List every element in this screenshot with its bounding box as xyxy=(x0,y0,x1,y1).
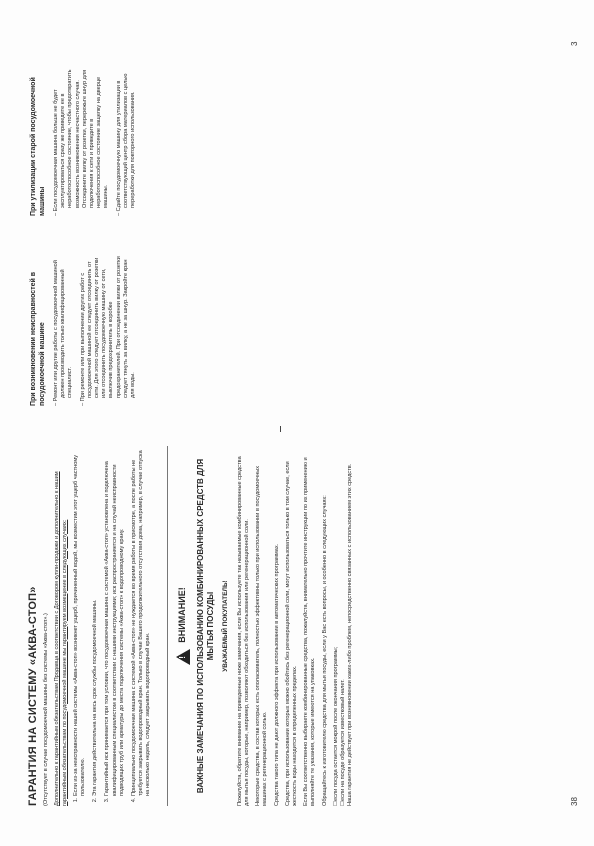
warning-paragraph: Пожалуйста, обратите внимание на приведенные ниже замечания, если Вы используете так называемые комбинированные средства для мытья посуды, которые, например, позволяют обходиться без использования или регенерационной соли. xyxy=(236,456,251,806)
disposal-item: – Если посудомоечная машина больше не будет эксплуатироваться сразу же приведите ее в неработоспособное состояние, чтобы предотвратить возможность возникновения несчастного случая. Отсоедините вилку от розетки, перережьте шнур для подключения к сети и приведите в неработоспособное состояние защелку на дверце машины. xyxy=(53,66,111,216)
warning-paragraph: Средства, при использовании которых можно обойтись без регенерационной соли, могут использоваться только в том случае, если жесткость воды находится в определенных пределах. xyxy=(284,461,299,806)
malfunction-list xyxy=(53,256,137,406)
disposal-title: При утилизации старой посудомоечной машины xyxy=(30,77,46,216)
malfunction-item: – Ремонт или другие работы с посудомоечной машиной должен производить только квалифицированный специалист. xyxy=(53,256,75,406)
malfunction-title: При возникновении неисправностей в посудомоечной машине xyxy=(30,271,46,406)
warning-footer: Наша гарантия не действует при возникновении каких-либо проблем, непосредственно связанных с использованием этих средств. xyxy=(347,463,354,806)
warning-checklist xyxy=(333,446,347,806)
warning-heading: ВНИМАНИЕ! xyxy=(177,587,188,643)
warning-paragraph: Обращайтесь к изготовителю средства для мытья посуды, если у Вас есть вопросы, и особенно в следующих случаях: xyxy=(321,495,328,806)
warning-paragraph: Некоторые средства, в состав которых есть ополаскиватель, полностью эффективны только при использовании в посудомоечных машинах с регенерационной солью. xyxy=(255,465,269,806)
warning-paragraph: Средства такого типа не дают должного эффекта при использовании в автоматических программах. xyxy=(273,543,280,806)
guarantee-list xyxy=(73,446,153,806)
disposal-section xyxy=(30,66,142,216)
malfunction-item: – При ремонте или при выполнении других работ с посудомоечной машиной ее следует отсоединить от сети. Для этого следует отсоединить вилку от розетки или отсоединить посудомоечную машину от сети, выключив предохранитель в коробке предохранителей. При отсоединении вилки от розетки следует тянуть за вилку, а не за шнур. Закройте кран для воды. xyxy=(80,256,138,406)
guarantee-item: 4. Принципиально посудомоечная машина с системой «Аква-стоп» не нуждается во время работы в присмотре, а после работы не требуется закрывать водопроводный кран. Только в случае Вашего продолжительного отсутствия дома, например, в случае отпуска на несколько недель, следует закрывать водопроводный кран. xyxy=(131,446,153,796)
fold-mark xyxy=(280,426,281,432)
guarantee-title: ГАРАНТИЯ НА СИСТЕМУ «АКВА-СТОП» xyxy=(27,586,39,806)
guarantee-subtitle: (Отсутствует в случае посудомоечной машины без системы «Аква-стоп».) xyxy=(43,613,50,806)
warning-triangle-icon: ! xyxy=(176,649,190,665)
page-number-left: 38 xyxy=(570,797,579,806)
warning-paragraph: Если Вы соответственно выбираете комбинированные средства, пожалуйста, внимательно прочтите инструкции по их применению и выполняйте те указания, которые имеются на упаковках. xyxy=(303,457,317,806)
dear-customer: УВАЖАЕМЫЙ ПОКУПАТЕЛЬ! xyxy=(221,580,229,672)
checklist-item: ☐ если посуда остается мокрой после окончания программы; xyxy=(333,446,340,806)
guarantee-item: 2. Эта гарантия действительна на весь срок службы посудомоечной машины. xyxy=(92,446,99,796)
aqua-stop-guarantee-section xyxy=(27,446,358,806)
guarantee-intro: Дополнительно к гарантийным обязательствам Продавца в соответствии с Договором купли-продажи и дополнительно к нашим гарантийным обязательствам по посудомоечной машине мы гарантируем возмещение в следующих случаях: xyxy=(54,471,68,806)
disposal-list xyxy=(53,66,137,216)
guarantee-item: 3. Гарантийный иск принимается при том условии, что посудомоечная машина с системой «Аква-стоп» установлена и подключена квалифицированным специалистом в соответствии с нашими инструкциями; иск распространяется и на случай неисправности подводящих труб или арматуры до места подключения системы «Аква-стоп» к водопроводному крану. xyxy=(104,446,126,796)
warning-box xyxy=(167,446,355,806)
warning-title: ВАЖНЫЕ ЗАМЕЧАНИЯ ПО ИСПОЛЬЗОВАНИЮ КОМБИНИРОВАННЫХ СРЕДСТВ ДЛЯ МЫТЬЯ ПОСУДЫ xyxy=(195,458,215,794)
guarantee-item: 1. Если из-за неисправности нашей системы «Аква-стоп» возникнет ущерб, причиненный водой, мы возместим этот ущерб частному пользователю. xyxy=(73,446,87,796)
disposal-item: – Сдайте посудомоечную машину для утилизации в соответствующий центр сбора материалов с целью переработки для повторного использования. xyxy=(116,66,138,216)
malfunction-section xyxy=(30,256,142,406)
checklist-item: ☐ если на посуде образуется известковый налет. xyxy=(340,446,347,806)
page-number-right: 3 xyxy=(570,41,579,46)
warning-header xyxy=(176,446,190,806)
